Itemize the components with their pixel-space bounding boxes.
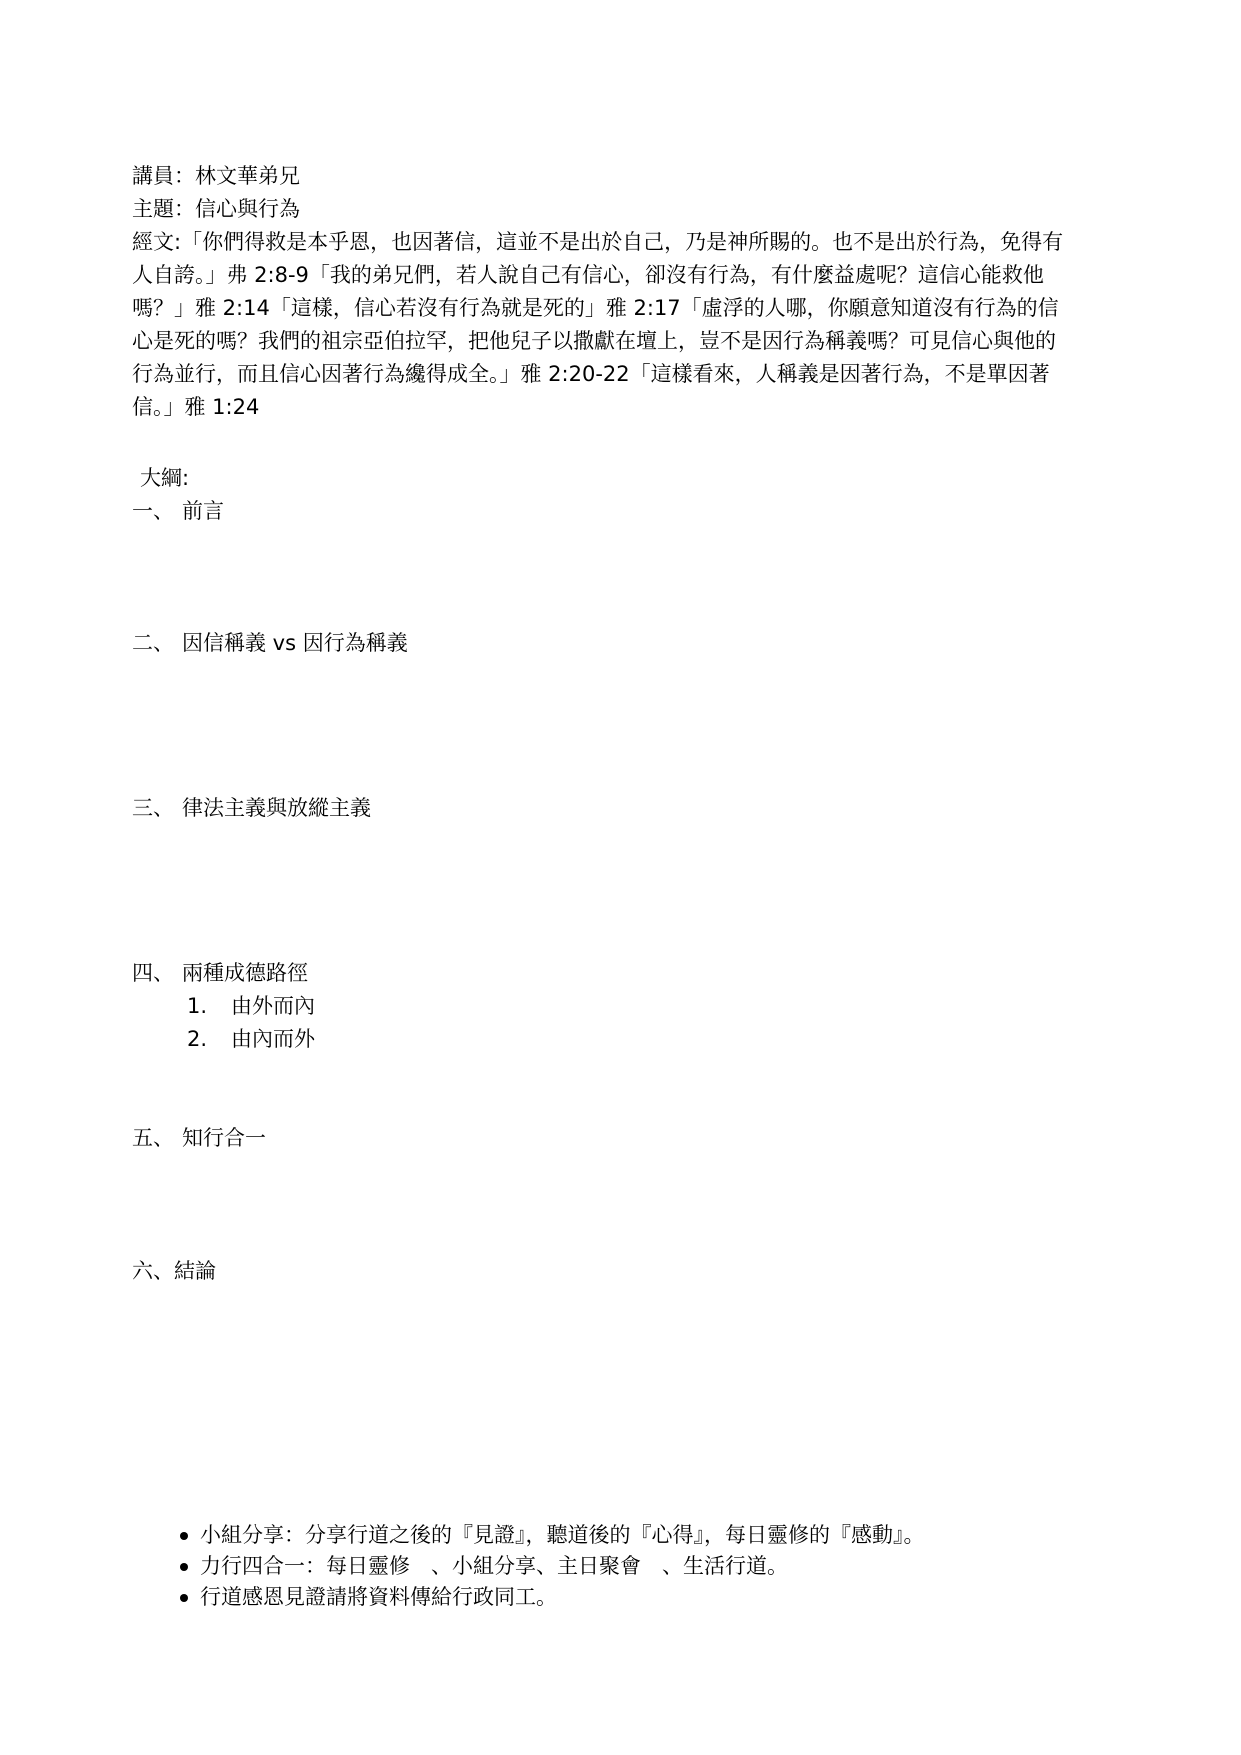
list-item	[178, 1520, 925, 1551]
note-text: 小組分享：分享行道之後的『見證』，聽道後的『心得』，每日靈修的『感動』。	[200, 1523, 925, 1547]
note-text: 行道感恩見證請將資料傳給行政同工。	[200, 1585, 557, 1609]
outline-section-1	[132, 495, 224, 528]
sub-item	[187, 1023, 315, 1056]
topic-line: 主題：信心與行為	[132, 197, 300, 221]
sub-item	[187, 990, 315, 1023]
outline-section-5	[132, 1122, 266, 1155]
notes-list	[178, 1520, 925, 1613]
list-item	[178, 1551, 925, 1582]
section-title: 兩種成德路徑	[182, 961, 308, 985]
bullet-icon	[180, 1594, 188, 1602]
scripture-paragraph: 經文:「你們得救是本乎恩，也因著信，這並不是出於自己，乃是神所賜的。也不是出於行為，免得有人自誇。」弗 2:8-9「我的弟兄們，若人說自己有信心，卻沒有行為，有什麼益處呢？這信心能救他嗎？」雅 2:14「這樣，信心若沒有行為就是死的」雅 2:17「虛浮的人哪，你願意知道沒有行為的信心是死的嗎？我們的祖宗亞伯拉罕，把他兒子以撒獻在壇上，豈不是因行為稱義嗎？可見信心與他的行為並行，而且信心因著行為纔得成全。」雅 2:20-22「這樣看來，人稱義是因著行為，不是單因著信。」雅 1:24	[132, 230, 1064, 419]
bullet-icon	[180, 1532, 188, 1540]
note-text: 力行四合一：每日靈修 、小組分享、主日聚會 、生活行道。	[200, 1554, 788, 1578]
bullet-icon	[180, 1563, 188, 1571]
sermon-header	[132, 160, 1072, 424]
outline-section-4	[132, 957, 308, 990]
section-number: 四、	[132, 961, 174, 985]
section-title: 結論	[174, 1259, 216, 1283]
sub-item-text: 由外而內	[231, 994, 315, 1018]
sub-item-index: 1.	[187, 994, 208, 1018]
section-title: 律法主義與放縱主義	[182, 796, 371, 820]
sub-item-index: 2.	[187, 1027, 208, 1051]
section-4-sub-list	[187, 990, 315, 1056]
sub-item-text: 由內而外	[231, 1027, 315, 1051]
section-number: 六、	[132, 1259, 174, 1283]
section-title: 知行合一	[182, 1126, 266, 1150]
outline-label: 大綱:	[140, 466, 190, 490]
section-number: 三、	[132, 796, 174, 820]
outline-section-2	[132, 627, 408, 660]
speaker-line: 講員：林文華弟兄	[132, 164, 300, 188]
section-title: 前言	[182, 499, 224, 523]
section-number: 一、	[132, 499, 174, 523]
outline-section-6	[132, 1255, 216, 1288]
section-title: 因信稱義 vs 因行為稱義	[182, 631, 408, 655]
outline-section-3	[132, 792, 371, 825]
list-item	[178, 1582, 925, 1613]
section-number: 二、	[132, 631, 174, 655]
section-number: 五、	[132, 1126, 174, 1150]
